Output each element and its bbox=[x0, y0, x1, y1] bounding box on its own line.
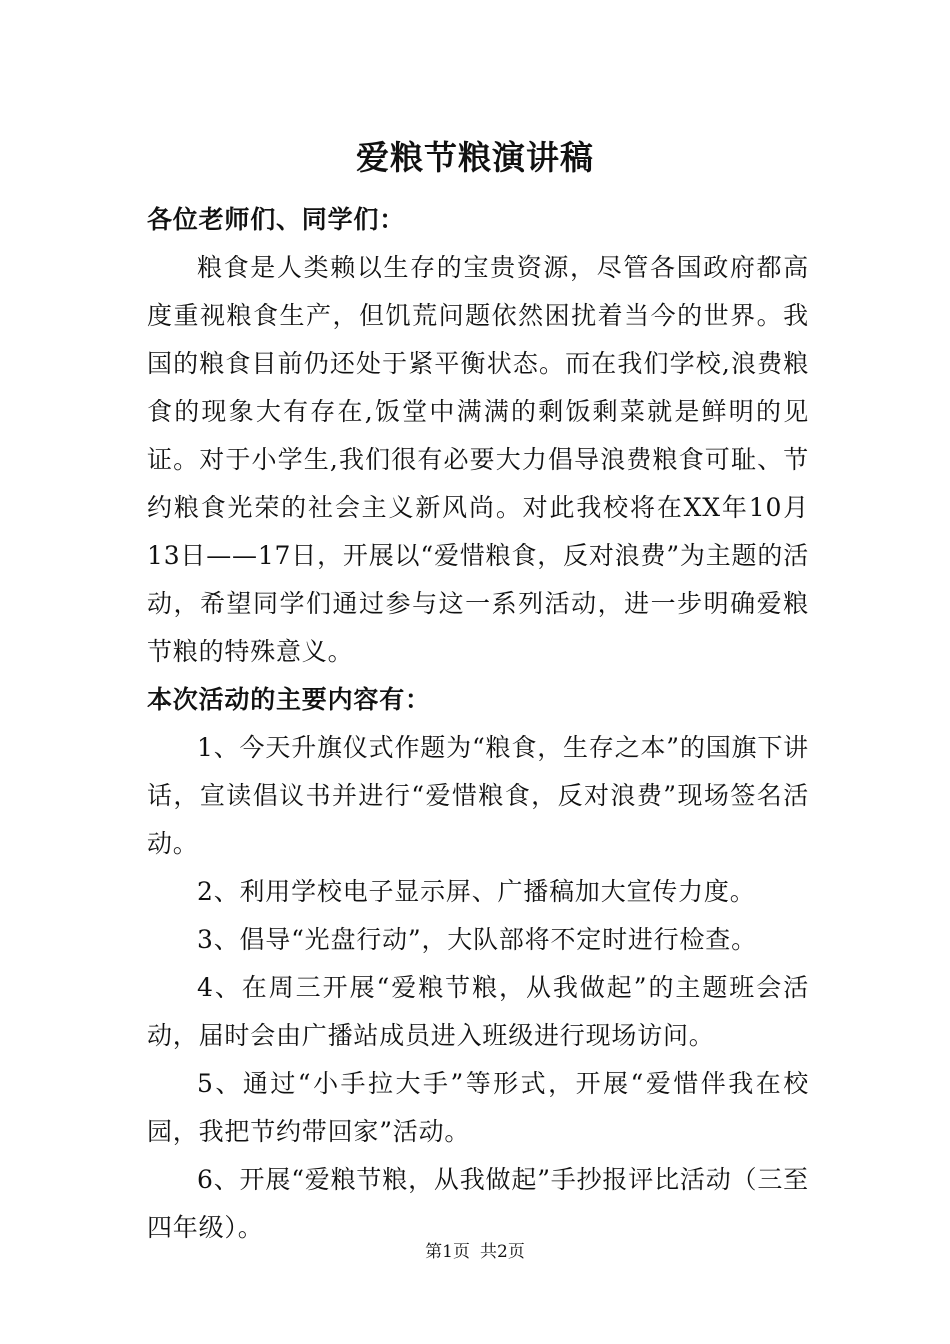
document-body bbox=[147, 196, 809, 1252]
activity-item-6: 6、开展“爱粮节粮，从我做起”手抄报评比活动（三至四年级）。 bbox=[147, 1165, 809, 1242]
section-heading: 本次活动的主要内容有： bbox=[147, 685, 431, 714]
page-number: 第1页 bbox=[425, 1242, 470, 1262]
activity-item-1: 1、今天升旗仪式作题为“粮食，生存之本”的国旗下讲话，宣读倡议书并进行“爱惜粮食，反对浪费”现场签名活动。 bbox=[147, 733, 809, 858]
intro-paragraph: 粮食是人类赖以生存的宝贵资源，尽管各国政府都高度重视粮食生产，但饥荒问题依然困扰着当今的世界。我国的粮食目前仍还处于紧平衡状态。而在我们学校,浪费粮食的现象大有存在,饭堂中满满的剩饭剩菜就是鲜明的见证。对于小学生,我们很有必要大力倡导浪费粮食可耻、节约粮食光荣的社会主义新风尚。对此我校将在XX年10月13日——17日，开展以“爱惜粮食，反对浪费”为主题的活动，希望同学们通过参与这一系列活动，进一步明确爱粮节粮的特殊意义。 bbox=[147, 253, 809, 666]
activity-item-2: 2、利用学校电子显示屏、广播稿加大宣传力度。 bbox=[197, 877, 756, 906]
activity-item-5: 5、通过“小手拉大手”等形式，开展“爱惜伴我在校园，我把节约带回家”活动。 bbox=[147, 1069, 809, 1146]
page-footer bbox=[0, 1240, 950, 1264]
document-title: 爱粮节粮演讲稿 bbox=[356, 138, 594, 177]
activity-item-4: 4、在周三开展“爱粮节粮，从我做起”的主题班会活动，届时会由广播站成员进入班级进行现场访问。 bbox=[147, 973, 809, 1050]
activity-item-3: 3、倡导“光盘行动”，大队部将不定时进行检查。 bbox=[197, 925, 757, 954]
greeting: 各位老师们、同学们： bbox=[147, 205, 406, 234]
page-total: 共2页 bbox=[480, 1242, 525, 1262]
